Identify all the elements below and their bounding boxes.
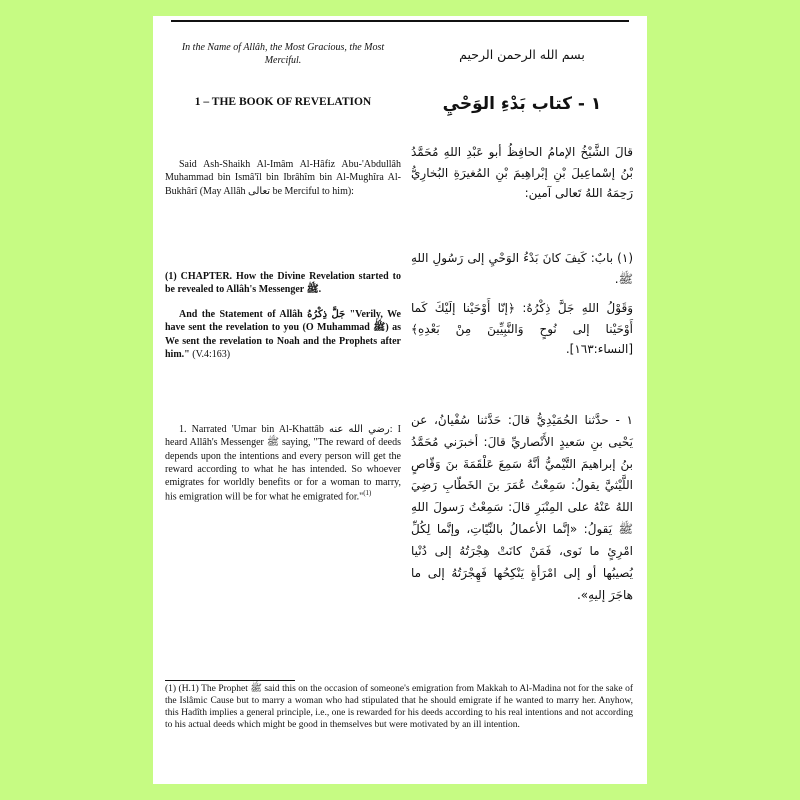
statement-quote: And the Statement of Allâh جَلَّ ذِكْرُهُ "Verily, We have sent the revelation to you (O Muhammad ﷺ) as We sent the revelation to Noah and the Prophets after him." xyxy=(165,309,401,360)
book-title-english: 1 – THE BOOK OF REVELATION xyxy=(194,96,372,108)
chapter-heading-arabic: (١) بابٌ: كَيفَ كانَ بَدْءُ الوَحْيِ إلى رَسُولِ اللهِ ﷺ. xyxy=(411,251,633,286)
footnote: (1) (H.1) The Prophet ﷺ said this on the occasion of someone's emigration from Makkah to Al-Madina not for the sake of the Islâmic Cause but to marry a woman who had stipulated that he should emigrate if he wanted to marry her. Anyhow, this Hadîth implies a general principle, i.e., one is rewarded for his deeds according to his real intentions and not according to his actual deeds which might be good in themselves but were motivated by an ill intention. xyxy=(165,684,633,730)
hadith-english xyxy=(165,423,401,504)
footnote-marker: (1) xyxy=(363,489,372,498)
intro-arabic: قالَ الشَّيْخُ الإمامُ الحافِظُ أبو عَبْدِ اللهِ مُحَمَّدُ بْنُ إسْماعِيلَ بْنِ إبْراهِيمَ بْنِ المُغيرَةِ البُخارِيُّ رَحِمَهُ اللهُ تَعالى آمين: xyxy=(411,145,633,201)
english-column xyxy=(165,42,401,503)
footnote-rule xyxy=(165,680,295,681)
basmala-arabic: بسم الله الرحمن الرحيم xyxy=(459,47,585,62)
statement-arabic: وَقَوْلُ اللهِ جَلَّ ذِكْرُهُ: ﴿إنّا أَوْحَيْنا إلَيْكَ كَما أَوْحَيْنا إلى نُوحٍ وَالنَّبِيِّينَ مِنْ بَعْدِهِ﴾ [النساء:١٦٣]. xyxy=(411,301,633,357)
hadith-text: 1. Narrated 'Umar bin Al-Khattâb رضي الله عنه: I heard Allâh's Messenger ﷺ saying, "The reward of deeds depends upon the intentions and every person will get the reward according to what he has intended. So whoever emigrates for worldly benefits or for a woman to marry, his emigration will be for what he emigrated for." xyxy=(165,424,401,503)
statement-english xyxy=(165,308,401,361)
hadith-arabic: ١ - حدَّثنا الحُمَيْدِيُّ قالَ: حَدَّثنا سُفْيانُ، عن يَحْيى بنِ سَعيدٍ الأَنْصاريِّ قالَ: أخبرَني مُحَمَّدُ بنُ إبراهيمَ التَّيْميُّ أنَّهُ سَمِعَ عَلْقَمَةَ بنَ وَقّاصٍ اللَّيْثيَّ يقولُ: سَمِعْتُ عُمَرَ بنَ الخَطّابِ رَضِيَ اللهُ عَنْهُ على المِنْبَرِ قالَ: سَمِعْتُ رَسولَ اللهِ ﷺ يَقولُ: «إنَّما الأعمالُ بالنِّيّاتِ، وإنَّما لِكُلِّ امْرِئٍ ما نَوى، فَمَنْ كانَتْ هِجْرَتُهُ إلى دُنْيا يُصيبُها أو إلى امْرَأةٍ يَنْكِحُها فَهِجْرَتُهُ إلى ما هاجَرَ إليهِ». xyxy=(411,413,633,602)
chapter-heading-english: (1) CHAPTER. How the Divine Revelation started to be revealed to Allâh's Messenger ﷺ. xyxy=(165,271,401,296)
basmala-english: In the Name of Allâh, the Most Gracious, the Most Merciful. xyxy=(181,42,385,66)
book-title-arabic: ١ - كتاب بَدْءِ الوَحْيِ xyxy=(442,94,602,114)
statement-reference: (V.4:163) xyxy=(192,348,231,360)
top-rule xyxy=(171,20,629,22)
arabic-column xyxy=(411,42,633,602)
book-page xyxy=(153,16,647,784)
intro-english: Said Ash-Shaikh Al-Imâm Al-Hâfiz Abu-'Abdullâh Muhammad bin Ismâ'îl bin Ibrâhîm bin Al-Mughîra Al-Bukhârî (May Allâh تعالى be Merciful to him): xyxy=(165,159,401,197)
